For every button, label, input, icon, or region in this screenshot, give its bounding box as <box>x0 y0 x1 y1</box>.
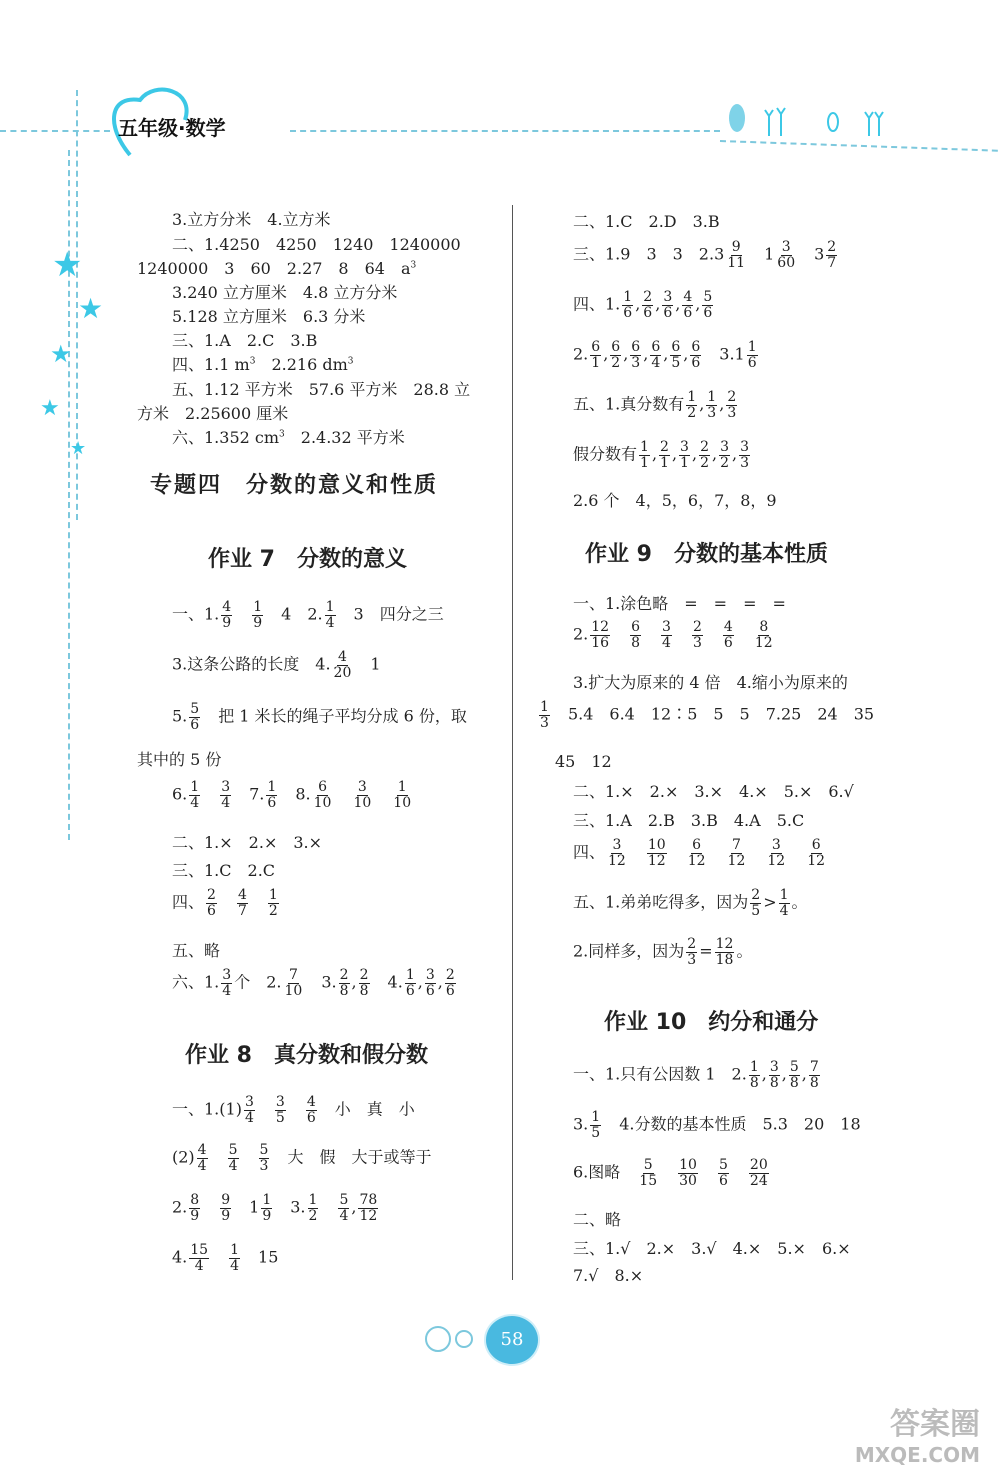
header-dashed-line <box>290 130 720 132</box>
answer-line: 7.√ 8.× <box>573 1266 644 1285</box>
answer-line: 假分数有 $\frac{1}{1}$ , $\frac{2}{1}$ , $\frac{3}{1}$ , $\frac{2}{2}$ , $\frac{3}{2}$ , $\frac{3}{3}$ <box>573 439 750 471</box>
answer-line: 3.立方分米 4.立方米 <box>172 210 331 229</box>
header-dashed-line <box>0 130 110 132</box>
answer-line: 四、 $\frac{2}{6}$ $\frac{4}{7}$ $\frac{1}{2}$ <box>172 887 278 919</box>
answer-line: 2. $\frac{12}{16}$ $\frac{6}{8}$ $\frac{3}{4}$ $\frac{2}{3}$ $\frac{4}{6}$ $\frac{8}{12}$ <box>573 619 773 651</box>
answer-line: 方米 2.25600 厘米 <box>137 404 289 423</box>
answer-line: 三、1.A 2.C 3.B <box>172 331 318 350</box>
column-divider <box>512 205 513 1280</box>
answer-line: (2) $\frac{4}{4}$ $\frac{5}{4}$ $\frac{5}{3}$ 大 假 大于或等于 <box>172 1142 432 1174</box>
answer-line: 三、1.9 3 3 2.3 $\frac{9}{11}$ 1 $\frac{3}{60}$ 3 $\frac{2}{7}$ <box>573 239 837 271</box>
answer-line: 一、1.(1) $\frac{3}{4}$ $\frac{3}{5}$ $\frac{4}{6}$ 小 真 小 <box>172 1094 415 1126</box>
answer-line: 三、1.√ 2.× 3.√ 4.× 5.× 6.× <box>573 1239 851 1258</box>
answer-line: 六、1. $\frac{3}{4}$ 个 2. $\frac{7}{10}$ 3. $\frac{2}{8}$ , $\frac{2}{8}$ 4. $\frac{1}{6}$ , $\frac{3}{6}$ , $\frac{2}{6}$ <box>172 967 455 999</box>
bubble-decoration <box>425 1326 451 1352</box>
answer-line: 三、1.C 2.C <box>172 861 276 880</box>
answer-line: 2. $\frac{8}{9}$ $\frac{9}{9}$ 1 $\frac{1}{9}$ 3. $\frac{1}{2}$ $\frac{5}{4}$ , $\frac{78}{12}$ <box>172 1192 378 1224</box>
answer-line: 五、略 <box>172 941 221 960</box>
star-icon: ★ <box>40 396 60 421</box>
answer-line: 一、1. $\frac{4}{9}$ $\frac{1}{9}$ 4 2. $\frac{1}{4}$ 3 四分之三 <box>172 599 444 631</box>
answer-line: 五、1.弟弟吃得多，因为 $\frac{2}{5}$ > $\frac{1}{4}$ 。 <box>573 887 808 919</box>
star-icon: ★ <box>78 292 104 325</box>
answer-line: 六、1.352 $cm^3$ 2.4.32 平方米 <box>172 428 405 447</box>
homework-heading: 作业 8 真分数和假分数 <box>185 1043 428 1068</box>
answer-line: 五、1.12 平方米 57.6 平方米 28.8 立 <box>172 380 471 399</box>
answer-line: 四、1.1 $m^3$ 2.216 $dm^3$ <box>172 355 354 374</box>
homework-heading: 作业 10 约分和通分 <box>604 1010 819 1035</box>
answer-line: 五、1.真分数有 $\frac{1}{2}$ , $\frac{1}{3}$ , $\frac{2}{3}$ <box>573 389 737 421</box>
answer-line: 三、1.A 2.B 3.B 4.A 5.C <box>573 811 805 830</box>
star-icon: ★ <box>50 340 72 368</box>
section-heading: 专题四 分数的意义和性质 <box>150 472 439 498</box>
answer-line: 6. $\frac{1}{4}$ $\frac{3}{4}$ 7. $\frac{1}{6}$ 8. $\frac{6}{10}$ $\frac{3}{10}$ $\frac{1}{10}$ <box>172 779 412 811</box>
answer-line: 其中的 5 份 <box>137 750 222 769</box>
answer-line: 3. $\frac{1}{5}$ 4.分数的基本性质 5.3 20 18 <box>573 1109 861 1141</box>
answer-line: 二、1.× 2.× 3.× <box>172 833 323 852</box>
answer-line: 二、1.× 2.× 3.× 4.× 5.× 6.√ <box>573 782 854 801</box>
answer-line: 2.同样多，因为 $\frac{2}{3}$ = $\frac{12}{18}$ 。 <box>573 936 753 968</box>
tree-decoration-icon <box>725 100 885 140</box>
star-icon: ★ <box>70 438 87 459</box>
answer-line: 6.图略 $\frac{5}{15}$ $\frac{10}{30}$ $\frac{5}{6}$ $\frac{20}{24}$ <box>573 1157 768 1189</box>
homework-heading: 作业 7 分数的意义 <box>208 547 407 572</box>
answer-line: 2.6 个 4，5，6，7，8，9 <box>573 491 777 510</box>
answer-line: 4. $\frac{15}{4}$ $\frac{1}{4}$ 15 <box>172 1242 279 1274</box>
answer-line: 45 12 <box>555 752 612 771</box>
answer-line: 一、1.涂色略 = = = = <box>573 594 786 613</box>
answer-line: 二、1.4250 4250 1240 1240000 <box>172 235 461 254</box>
bubble-decoration <box>455 1330 473 1348</box>
header-title: 五年级·数学 <box>118 116 226 140</box>
watermark: 答案圈 MXQE.COM <box>854 1407 980 1467</box>
answer-line: $\frac{1}{3}$ 5.4 6.4 12∶5 5 5 7.25 24 35 <box>540 699 875 731</box>
answer-line: 5. $\frac{5}{6}$ 把 1 米长的绳子平均分成 6 份，取 <box>172 701 467 733</box>
star-icon: ★ <box>52 245 83 285</box>
answer-line: 二、略 <box>573 1210 622 1229</box>
answer-line: 5.128 立方厘米 6.3 分米 <box>172 307 366 326</box>
page-number: 58 <box>486 1316 538 1364</box>
answer-line: 2. $\frac{6}{1}$ , $\frac{6}{2}$ , $\frac{6}{3}$ , $\frac{6}{4}$ , $\frac{6}{5}$ , $\frac{6}{6}$ 3.1 $\frac{1}{6}$ <box>573 339 757 371</box>
answer-line: 3.这条公路的长度 4. $\frac{4}{20}$ 1 <box>172 649 381 681</box>
answer-line: 二、1.C 2.D 3.B <box>573 212 720 231</box>
answer-line: 一、1.只有公因数 1 2. $\frac{1}{8}$ , $\frac{3}{8}$ , $\frac{5}{8}$ , $\frac{7}{8}$ <box>573 1059 819 1091</box>
homework-heading: 作业 9 分数的基本性质 <box>585 542 828 567</box>
answer-line: 3.扩大为原来的 4 倍 4.缩小为原来的 <box>573 673 848 692</box>
answer-line: 四、1. $\frac{1}{6}$ , $\frac{2}{6}$ , $\frac{3}{6}$ , $\frac{4}{6}$ , $\frac{5}{6}$ <box>573 289 713 321</box>
answer-line: 1240000 3 60 2.27 8 64 $a^3$ <box>137 259 417 278</box>
answer-line: 四、 $\frac{3}{12}$ $\frac{10}{12}$ $\frac{6}{12}$ $\frac{7}{12}$ $\frac{3}{12}$ $\frac{6}{12}$ <box>573 837 826 869</box>
answer-line: 3.240 立方厘米 4.8 立方分米 <box>172 283 398 302</box>
header-dashed-line <box>720 140 998 152</box>
